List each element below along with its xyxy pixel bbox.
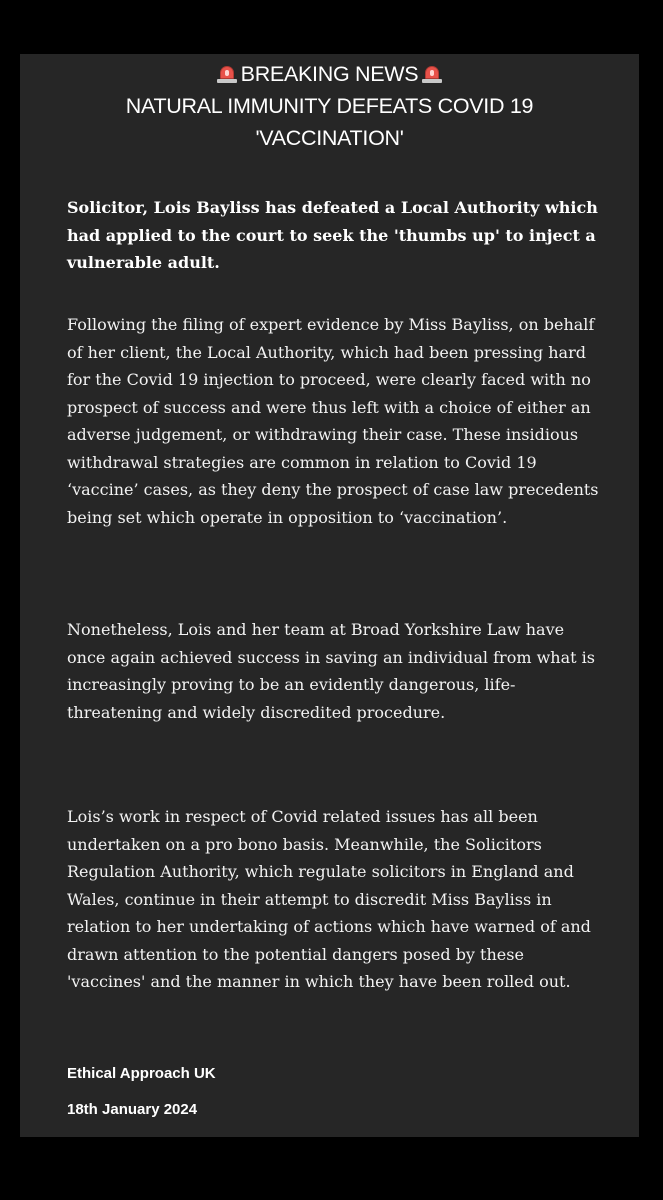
breaking-news-label: BREAKING NEWS bbox=[240, 62, 419, 86]
breaking-news-line bbox=[20, 58, 639, 90]
body-paragraph-1: Following the filing of expert evidence by Miss Bayliss, on behalf of her client, the Local Authority, which had been pressing hard for the Covid 19 injection to proceed, were clearly faced with no prospect of success and were thus left with a choice of either an adverse judgement, or withdrawing their case. These insidious withdrawal strategies are common in relation to Covid 19 ‘vaccine’ cases, as they deny the prospect of case law precedents being set which operate in opposition to ‘vaccination’. bbox=[67, 315, 599, 527]
body-paragraph-3: Lois’s work in respect of Covid related issues has all been undertaken on a pro bono basis. Meanwhile, the Solicitors Regulation Authority, which regulate solicitors in England and Wales, continue in their attempt to discredit Miss Bayliss in relation to her undertaking of actions which have warned of and drawn attention to the potential dangers posed by these 'vaccines' and the manner in which they have been rolled out. bbox=[67, 807, 591, 991]
police-siren-icon bbox=[422, 65, 442, 83]
news-card bbox=[20, 54, 639, 1137]
police-siren-icon bbox=[217, 65, 237, 83]
signature-organization: Ethical Approach UK bbox=[67, 1065, 216, 1082]
lead-paragraph: Solicitor, Lois Bayliss has defeated a Local Authority which had applied to the court to seek the 'thumbs up' to inject a vulnerable adult. bbox=[67, 198, 598, 272]
signature-date: 18th January 2024 bbox=[67, 1101, 198, 1118]
headline bbox=[20, 58, 639, 154]
body-paragraph-2: Nonetheless, Lois and her team at Broad Yorkshire Law have once again achieved success in saving an individual from what is increasingly proving to be an evidently dangerous, life-threatening and widely discredited procedure. bbox=[67, 620, 595, 722]
headline-title-line1: NATURAL IMMUNITY DEFEATS COVID 19 bbox=[125, 94, 534, 118]
headline-title-line2: 'VACCINATION' bbox=[255, 126, 404, 150]
